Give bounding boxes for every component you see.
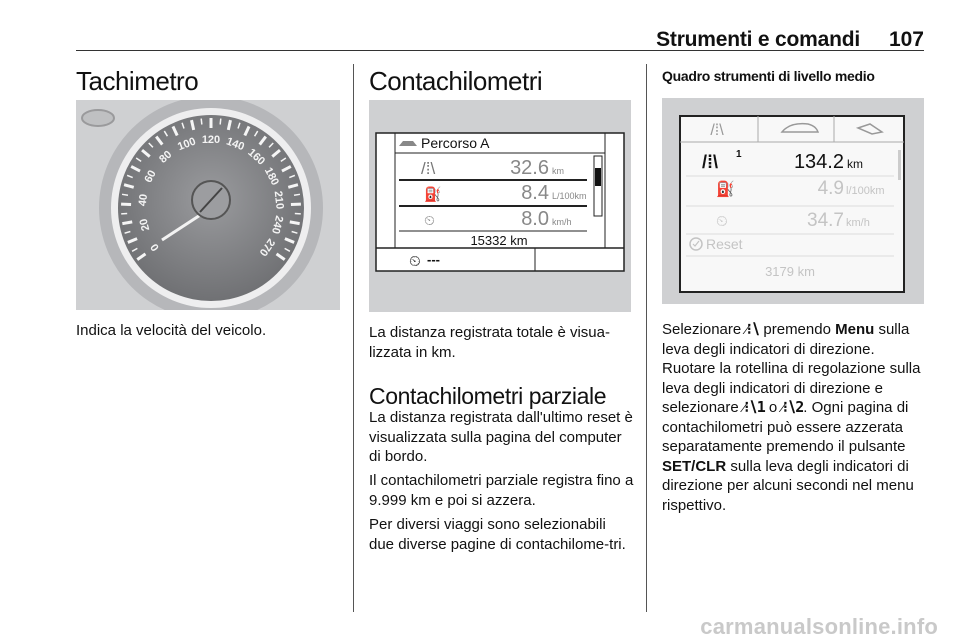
menu-label: Menu [835,321,875,338]
row2-value: 8.4 [521,182,549,204]
fuel-unit: l/100km [846,185,885,197]
text-part: sulla leva degli indicatori di direzione. Ruotare la rotellina di regolazione sulla leva degli indicatori di direzione e selezionare [662,321,921,416]
main-value: 134.2 [793,151,844,173]
speed-icon: ⏲ [424,212,435,228]
watermark: carmanualsonline.info [700,614,938,639]
midlevel-display [662,98,924,304]
paragraph-two-pages: Per diversi viaggi sono selezionabili due diverse pagine di contachilome-tri. [369,516,626,553]
reset-label: Reset [706,236,743,252]
speedo-label: 40 [136,193,151,207]
speedo-tick [294,194,300,195]
text-part: Selezionare [662,321,746,338]
heading-quadro-strumenti: Quadro strumenti di livello medio [662,68,875,84]
speedo-label: 100 [176,135,198,154]
page-header-title: Strumenti e comandi [656,28,860,51]
speedometer-figure [76,100,340,310]
text-part: sulla leva degli indicatori di direzione per alcuni secondi nel menu rispettivo. [662,457,914,514]
speed-unit: km/h [846,217,870,229]
speedo-tick [201,119,202,125]
row3-value: 8.0 [521,208,549,230]
column-divider-1 [353,64,354,612]
speedo-label: 160 [245,146,268,168]
main-unit: km [847,157,863,171]
trip-symbol: ⁄⁝∖ [745,320,760,338]
trip-icon: /⁞\ [421,159,436,178]
paragraph-trip-limit: Il contachilometri parziale registra fino a 9.999 km e poi si azzera. [369,472,634,509]
speedo-tick [290,222,300,224]
display-title: Percorso A [421,135,490,151]
speed-value: 34.7 [807,210,844,231]
tab-trip-icon: /⁞\ [710,122,724,139]
odometer-display [369,100,631,312]
heading-tachimetro: Tachimetro [76,66,199,96]
speedo-tick [220,119,221,125]
set-clr-label: SET/CLR [662,457,727,475]
speedo-tick [228,120,230,130]
speedo-label: 20 [137,217,153,233]
text-part: premendo [759,321,836,338]
speedo-label: 210 [271,190,286,210]
header-divider [76,50,924,51]
speedo-label: 140 [224,135,246,154]
trip-number-superscript: 1 [736,149,742,160]
row1-value: 32.6 [510,157,549,179]
heading-contachilometri-parziale: Contachilometri parziale [369,383,607,409]
speedo-label: 240 [268,214,286,236]
speedo-label: 120 [201,133,221,146]
speedo-label: 60 [142,168,159,185]
text-part: o [764,399,782,416]
speedometer-illustration [76,100,340,310]
midlevel-display-figure [662,98,924,304]
speedo-tick [192,120,194,130]
trip-symbol-1: ⁄⁝∖1 [742,398,765,416]
main-trip-icon: /⁞\ [702,152,718,172]
paragraph-selection-instructions [662,320,932,515]
speedo-label: 270 [256,236,277,259]
speedometer-caption: Indica la velocità del veicolo. [76,322,267,339]
speedo-label: 0 [148,241,162,254]
speedo-label: 80 [157,148,175,166]
odometer-value: 3179 km [765,264,815,279]
speed-icon: ⏲ [716,213,728,230]
page-number: 107 [888,28,924,51]
paragraph-reset-distance: La distanza registrata dall'ultimo reset è visualizzata sulla pagina del computer di bordo. [369,409,633,465]
fuel-icon: ⛽ [424,186,442,202]
text-part: . Ogni pagina di contachilometri può essere azzerata separatamente premendo il pulsante [662,399,909,455]
row1-unit: km [552,166,564,176]
fuel-value: 4.9 [817,178,844,199]
odometer-value: 15332 km [470,233,528,248]
paragraph-total-distance: La distanza registrata totale è visua-lizzata in km. [369,324,610,361]
speed-limit-icon: ⏲ [409,253,421,270]
speedo-label: 180 [261,165,281,188]
row2-unit: L/100km [552,191,587,201]
speedo-tick [122,194,128,195]
speedo-tick [122,222,132,224]
heading-contachilometri: Contachilometri [369,66,543,96]
row3-unit: km/h [552,217,572,227]
odometer-display-figure [369,100,631,312]
fuel-icon: ⛽ [716,181,735,198]
bottom-value: --- [427,252,440,267]
column-divider-2 [646,64,647,612]
trip-symbol-2: ⁄⁝∖2 [781,398,804,416]
